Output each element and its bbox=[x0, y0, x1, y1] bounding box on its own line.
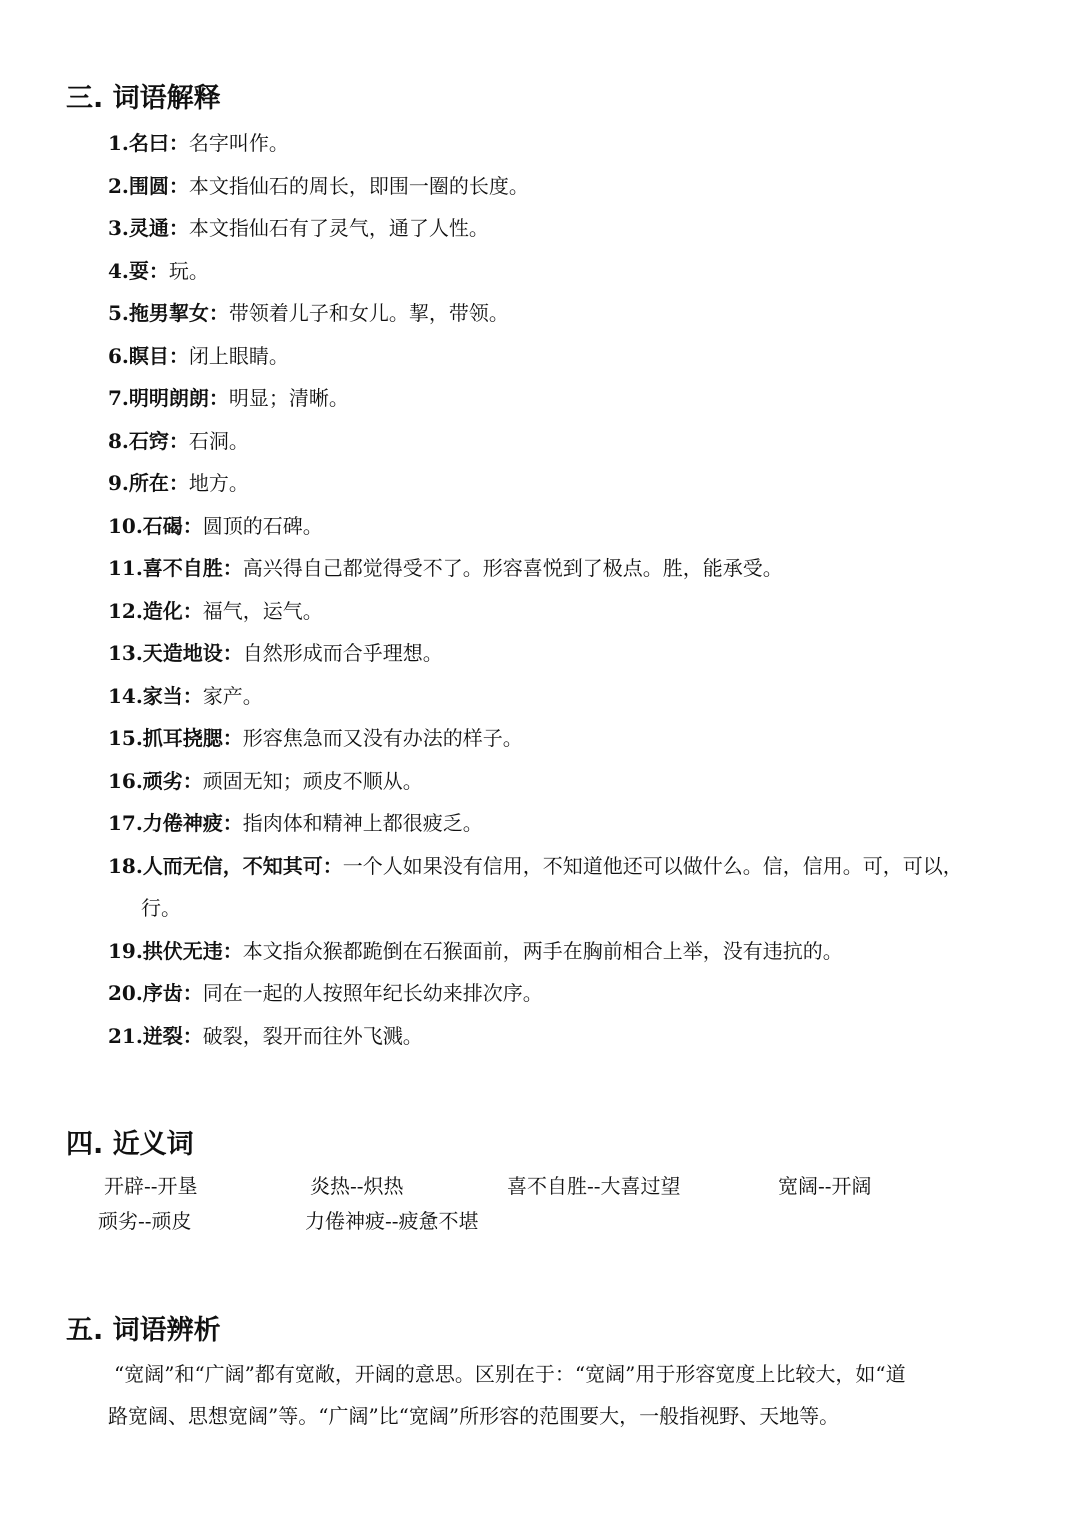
entry-number: 1. bbox=[108, 131, 129, 155]
entry-term: 耍： bbox=[128, 258, 169, 283]
entry-definition: 形容焦急而又没有办法的样子。 bbox=[242, 726, 523, 750]
definition-entry bbox=[108, 717, 1028, 760]
entry-term: 名曰： bbox=[128, 131, 189, 155]
definition-entry bbox=[108, 972, 1028, 1015]
analysis-paragraph bbox=[108, 1353, 1023, 1437]
entry-definition-continued: 行。 bbox=[141, 896, 181, 920]
entry-term: 抓耳挠腮： bbox=[142, 726, 243, 750]
entry-number: 5. bbox=[108, 301, 129, 325]
entry-definition: 玩。 bbox=[168, 258, 209, 283]
synonym-pair: 喜不自胜--大喜过望 bbox=[507, 1174, 681, 1198]
entry-term: 序齿： bbox=[142, 981, 203, 1005]
entry-term: 围圆： bbox=[128, 173, 189, 198]
synonym-pair: 力倦神疲--疲惫不堪 bbox=[305, 1209, 479, 1233]
entry-term: 力倦神疲： bbox=[142, 811, 243, 835]
entry-number: 10. bbox=[108, 513, 143, 538]
entry-definition: 破裂，裂开而往外飞溅。 bbox=[202, 1023, 423, 1048]
entry-definition: 本文指众猴都跪倒在石猴面前，两手在胸前相合上举，没有违抗的。 bbox=[242, 938, 843, 963]
synonym-pair: 炎热--炽热 bbox=[310, 1174, 404, 1198]
entry-number: 13. bbox=[108, 641, 143, 665]
definition-entry bbox=[108, 590, 1028, 633]
entry-term: 明明朗朗： bbox=[128, 386, 229, 410]
entry-number: 21. bbox=[108, 1023, 143, 1048]
paragraph-line: “宽阔”和“广阔”都有宽敞，开阔的意思。区别在于：“宽阔”用于形容宽度上比较大，如“道 bbox=[114, 1362, 906, 1386]
entry-definition: 自然形成而合乎理想。 bbox=[242, 641, 443, 665]
entry-definition: 指肉体和精神上都很疲乏。 bbox=[242, 811, 483, 835]
entry-number: 16. bbox=[108, 768, 143, 793]
entry-number: 4. bbox=[108, 258, 129, 283]
entry-number: 19. bbox=[108, 938, 143, 963]
entry-term: 瞑目： bbox=[128, 343, 189, 368]
entry-definition: 顽固无知；顽皮不顺从。 bbox=[202, 768, 423, 793]
entry-term: 造化： bbox=[142, 598, 203, 623]
definition-entry bbox=[108, 675, 1028, 718]
entry-definition: 带领着儿子和女儿。挈，带领。 bbox=[228, 301, 509, 325]
entry-definition: 石洞。 bbox=[188, 428, 249, 453]
entry-term: 人而无信，不知其可： bbox=[142, 853, 343, 878]
entry-number: 20. bbox=[108, 981, 143, 1005]
entry-definition: 闭上眼睛。 bbox=[188, 343, 289, 368]
entry-term: 喜不自胜： bbox=[142, 556, 243, 580]
definition-entry bbox=[108, 1015, 1028, 1058]
entry-number: 9. bbox=[108, 471, 129, 495]
section-5-heading: 五. 词语辨析 bbox=[66, 1315, 221, 1346]
entry-definition: 本文指仙石有了灵气，通了人性。 bbox=[188, 216, 489, 240]
entry-definition: 一个人如果没有信用，不知道他还可以做什么。信，信用。可，可以， bbox=[342, 853, 963, 878]
definition-entry bbox=[108, 207, 1028, 250]
entry-term: 迸裂： bbox=[142, 1023, 203, 1048]
entry-number: 18. bbox=[108, 853, 143, 878]
entry-definition: 名字叫作。 bbox=[188, 131, 289, 155]
synonym-pair: 宽阔--开阔 bbox=[778, 1174, 872, 1198]
definition-entry bbox=[108, 930, 1028, 973]
entry-term: 拱伏无违： bbox=[142, 938, 243, 963]
definition-entry bbox=[108, 420, 1028, 463]
synonym-pair: 顽劣--顽皮 bbox=[98, 1209, 192, 1233]
definition-entry bbox=[108, 377, 1028, 420]
entry-definition: 明显；清晰。 bbox=[228, 386, 349, 410]
entry-number: 17. bbox=[108, 811, 143, 835]
entry-definition: 同在一起的人按照年纪长幼来排次序。 bbox=[202, 981, 543, 1005]
paragraph-line: 路宽阔、思想宽阔”等。“广阔”比“宽阔”所形容的范围要大，一般指视野、天地等。 bbox=[108, 1404, 840, 1428]
entry-number: 8. bbox=[108, 428, 129, 453]
definition-entry bbox=[108, 122, 1028, 165]
definition-entry bbox=[108, 335, 1028, 378]
entry-number: 11. bbox=[108, 556, 143, 580]
entry-number: 3. bbox=[108, 216, 129, 240]
entry-term: 所在： bbox=[128, 471, 189, 495]
entry-term: 天造地设： bbox=[142, 641, 243, 665]
definition-entry bbox=[108, 845, 1028, 930]
definition-entry bbox=[108, 547, 1028, 590]
entry-definition: 福气，运气。 bbox=[202, 598, 323, 623]
entry-number: 2. bbox=[108, 173, 129, 198]
entry-term: 灵通： bbox=[128, 216, 189, 240]
definition-entry bbox=[108, 165, 1028, 208]
definition-entry bbox=[108, 802, 1028, 845]
entry-term: 石窍： bbox=[128, 428, 189, 453]
entry-number: 14. bbox=[108, 683, 143, 708]
entry-number: 15. bbox=[108, 726, 143, 750]
entry-definition: 家产。 bbox=[202, 683, 263, 708]
entry-term: 拖男挈女： bbox=[128, 301, 229, 325]
definition-entry bbox=[108, 632, 1028, 675]
entry-number: 6. bbox=[108, 343, 129, 368]
definition-entry bbox=[108, 505, 1028, 548]
definition-entry bbox=[108, 462, 1028, 505]
definition-entry bbox=[108, 760, 1028, 803]
section-4-heading: 四. 近义词 bbox=[66, 1129, 194, 1160]
entry-definition: 圆顶的石碑。 bbox=[202, 513, 323, 538]
entry-term: 家当： bbox=[142, 683, 203, 708]
entry-definition: 本文指仙石的周长，即围一圈的长度。 bbox=[188, 173, 529, 198]
entry-number: 12. bbox=[108, 598, 143, 623]
section-3-heading: 三. 词语解释 bbox=[66, 83, 221, 114]
entry-term: 石碣： bbox=[142, 513, 203, 538]
synonym-pair: 开辟--开垦 bbox=[104, 1174, 198, 1198]
entry-number: 7. bbox=[108, 386, 129, 410]
definition-entry bbox=[108, 292, 1028, 335]
entry-definition: 地方。 bbox=[188, 471, 249, 495]
entry-definition: 高兴得自己都觉得受不了。形容喜悦到了极点。胜，能承受。 bbox=[242, 556, 783, 580]
entry-term: 顽劣： bbox=[142, 768, 203, 793]
definition-entry bbox=[108, 250, 1028, 293]
